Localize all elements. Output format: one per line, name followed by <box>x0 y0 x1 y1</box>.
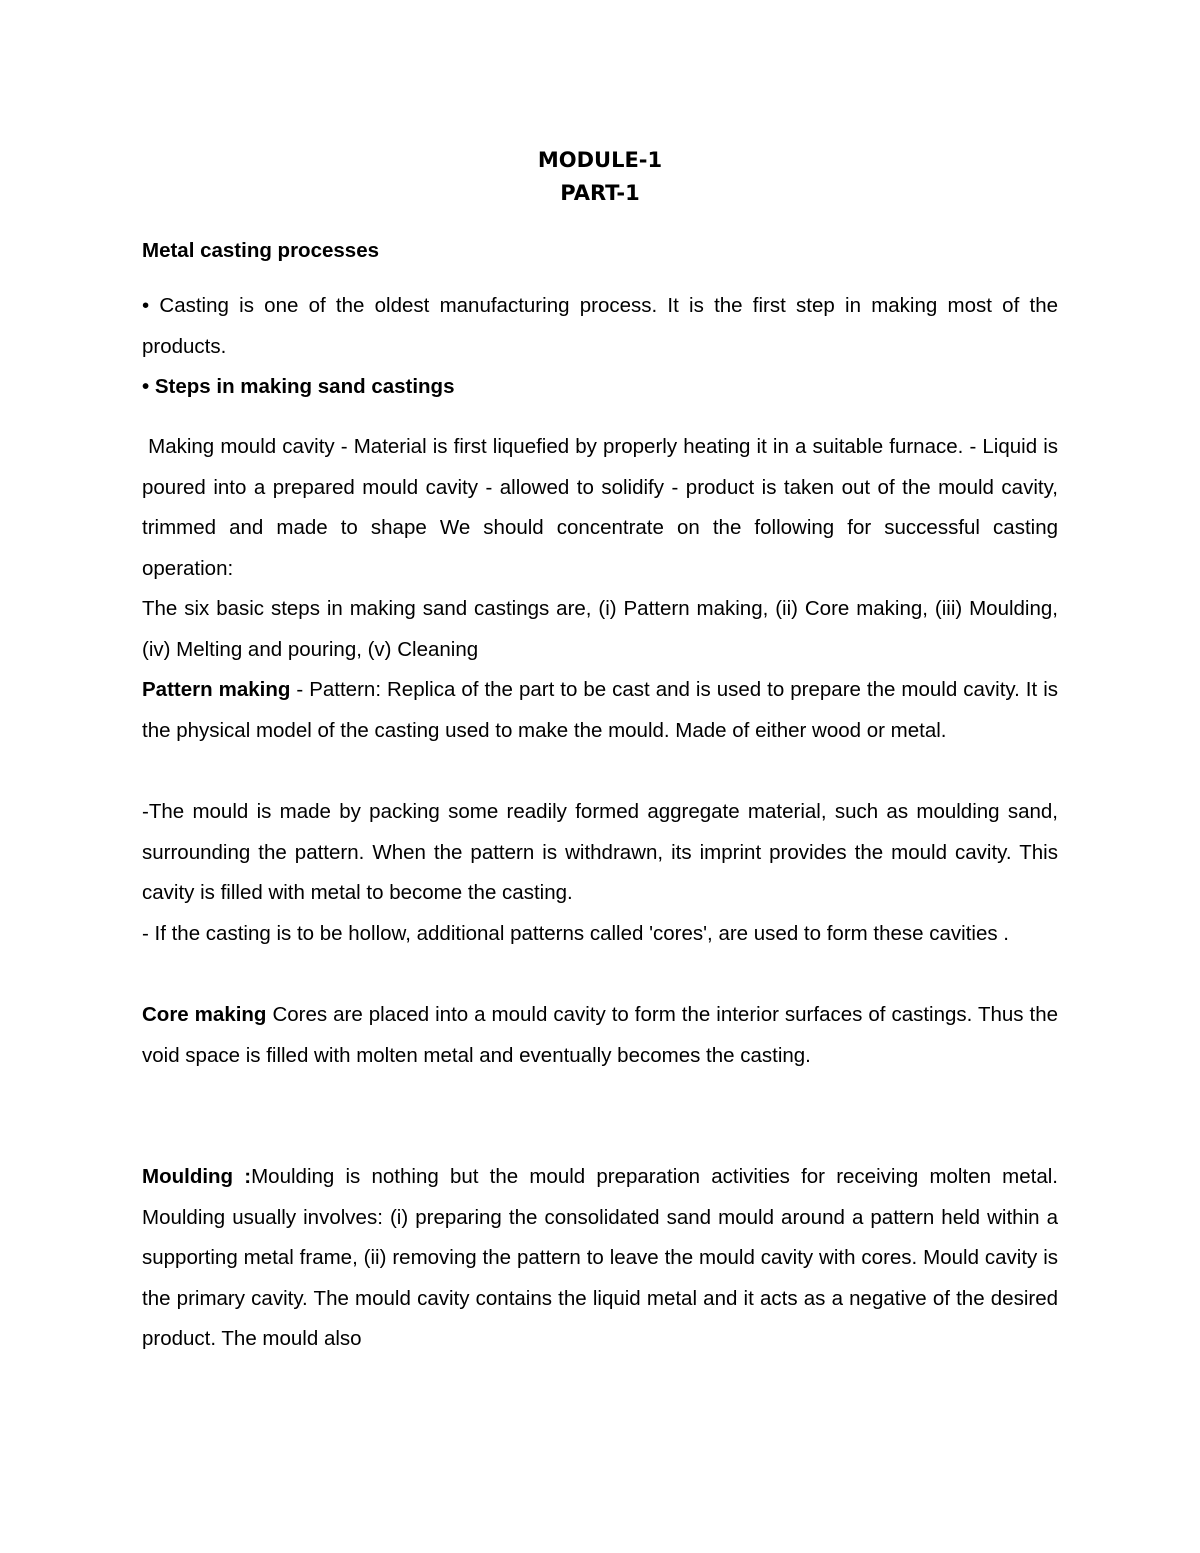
moulding-paragraph <box>142 1157 1058 1360</box>
part-title: PART-1 <box>560 181 640 205</box>
document-page <box>142 0 1058 1553</box>
mould-cavity-paragraph <box>142 427 1058 589</box>
mould-packing-paragraph: -The mould is made by packing some readily formed aggregate material, such as moulding sand, surrounding the pattern. When the pattern is withdrawn, its imprint provides the mould cavity. This cavity is filled with metal to become the casting. <box>142 800 1058 905</box>
section-title: Metal casting processes <box>142 239 379 262</box>
moulding-label: Moulding : <box>142 1165 252 1188</box>
core-making-label: Core making <box>142 1003 267 1026</box>
module-title: MODULE-1 <box>537 148 663 172</box>
mould-cavity-text: Making mould cavity - Material is first liquefied by properly heating it in a suitable furnace. - Liquid is poured into a prepared mould cavity - allowed to solidify - product is taken out of the mould cavity, trimmed and made to shape We should concentrate on the following for successful casting operation: <box>142 435 1059 580</box>
pattern-making-text: - Pattern: Replica of the part to be cast and is used to prepare the mould cavity. It is the physical model of the casting used to make the mould. Made of either wood or metal. <box>142 678 1058 742</box>
hollow-casting-paragraph: - If the casting is to be hollow, additional patterns called 'cores', are used to form these cavities . <box>142 922 1010 945</box>
core-making-paragraph <box>142 995 1058 1076</box>
pattern-making-label: Pattern making <box>142 678 291 701</box>
intro-paragraph: • Casting is one of the oldest manufacturing process. It is the first step in making most of the products. <box>142 294 1058 358</box>
steps-heading: • Steps in making sand castings <box>142 375 455 398</box>
pattern-making-paragraph <box>142 670 1058 751</box>
moulding-text: Moulding is nothing but the mould preparation activities for receiving molten metal. Moulding usually involves: (i) preparing the consolidated sand mould around a pattern held within a supporting metal frame, (ii) removing the pattern to leave the mould cavity with cores. Mould cavity is the primary cavity. The mould cavity contains the liquid metal and it acts as a negative of the desired product. The mould also <box>142 1165 1058 1351</box>
six-steps-paragraph: The six basic steps in making sand castings are, (i) Pattern making, (ii) Core making, (iii) Moulding, (iv) Melting and pouring, (v) Cleaning <box>142 597 1058 661</box>
core-making-text: Cores are placed into a mould cavity to form the interior surfaces of castings. Thus the void space is filled with molten metal and eventually becomes the casting. <box>142 1003 1059 1067</box>
